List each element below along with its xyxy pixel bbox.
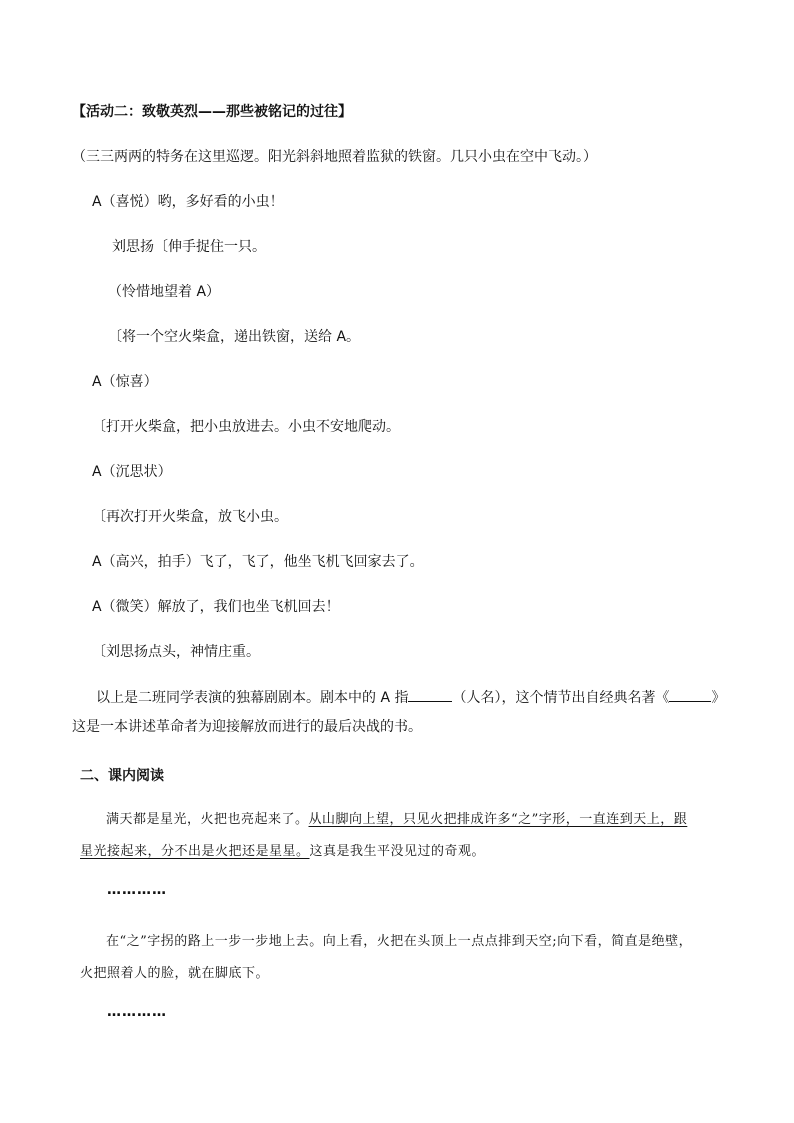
underlined-text: 从山脚向上望，只见火把排成许多“之”字形，一直连到天上，跟 <box>308 812 688 827</box>
answer-blank-book[interactable] <box>669 687 711 702</box>
question-line-2: 这是一本讲述革命者为迎接解放而进行的最后决战的书。 <box>72 719 422 735</box>
script-line: A（高兴，拍手）飞了，飞了，他坐飞机飞回家去了。 <box>92 554 424 570</box>
reading-paragraph-line: 在“之”字拐的路上一步一步地上去。向上看，火把在头顶上一点点排到天空;向下看，简直是绝壁， <box>106 934 693 949</box>
script-line: A（惊喜） <box>92 374 158 390</box>
script-line: A（沉思状） <box>92 464 172 480</box>
reading-text: 这真是我生平没见过的奇观。 <box>309 844 486 859</box>
underlined-text: 星光接起来，分不出是火把还是星星。 <box>80 844 310 859</box>
reading-text: 满天都是星光，火把也亮起来了。 <box>106 812 309 827</box>
stage-direction: （三三两两的特务在这里巡逻。阳光斜斜地照着监狱的铁窗。几只小虫在空中飞动。） <box>72 149 597 165</box>
script-line: 〔再次打开火柴盒，放飞小虫。 <box>92 509 288 525</box>
answer-blank-name[interactable] <box>408 687 452 702</box>
question-text-2: （人名），这个情节出自经典名著《 <box>452 690 670 706</box>
script-line: （怜惜地望着 A） <box>108 284 221 300</box>
fill-in-question <box>96 687 725 708</box>
ellipsis: ………… <box>107 882 167 898</box>
script-line: 〔打开火柴盒，把小虫放进去。小虫不安地爬动。 <box>92 419 400 435</box>
reading-paragraph-line <box>106 810 687 830</box>
section2-heading: 二、课内阅读 <box>80 768 164 784</box>
question-text-3: 》 <box>711 690 726 706</box>
script-line: 〔刘思扬点头，神情庄重。 <box>92 644 260 660</box>
ellipsis: ………… <box>107 1004 167 1020</box>
script-line: A（微笑）解放了，我们也坐飞机回去！ <box>92 599 340 615</box>
script-line: 〔将一个空火柴盒，递出铁窗，送给 A。 <box>108 329 361 345</box>
script-line: A（喜悦）哟，多好看的小虫！ <box>92 194 284 210</box>
activity-heading: 【活动二：致敬英烈——那些被铭记的过往】 <box>72 104 352 120</box>
reading-paragraph-line: 火把照着人的脸，就在脚底下。 <box>80 966 270 981</box>
question-text-1: 以上是二班同学表演的独幕剧剧本。剧本中的 A 指 <box>96 690 409 706</box>
script-line: 刘思扬〔伸手捉住一只。 <box>112 239 266 255</box>
reading-paragraph-line <box>80 842 485 862</box>
